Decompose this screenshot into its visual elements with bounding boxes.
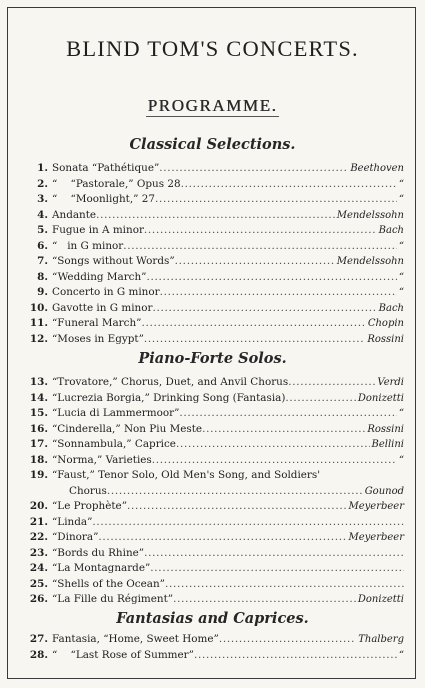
item-number: 27. [29,633,48,645]
item-number: 7. [37,255,48,267]
item-title: “Linda” [52,515,93,528]
item-title: Sonata “Pathétique” [52,162,160,174]
item-title: “Wedding March” [52,270,147,283]
item-composer: “ [398,194,404,205]
item-title: “Lucia di Lammermoor” [52,407,180,419]
item-number: 12. [29,332,48,345]
item-title: “La Montagnarde” [52,562,151,574]
item-composer: “ [398,271,404,283]
item-title: “Songs without Words” [52,255,175,267]
program-item [24,485,404,501]
item-title: “La Fille du Régiment” [52,593,174,605]
program-item [24,209,404,225]
item-number: 22. [29,531,48,543]
item-composer: “ [398,649,404,661]
dot-leader [96,209,335,221]
item-number: 13. [29,376,48,388]
item-number: 5. [37,224,48,236]
item-title: “Cinderella,” Non Piu Meste [52,422,203,435]
dot-leader [159,162,348,174]
program-item [24,593,404,609]
item-number: 26. [29,593,48,605]
item-composer: Verdi [377,377,404,388]
item-number: 10. [29,301,48,314]
program-item [24,392,404,408]
dot-leader [123,240,397,252]
program-item [24,516,404,532]
item-title: “Trovatore,” Chorus, Duet, and Anvil Chorus [52,376,289,388]
item-number: 24. [29,562,48,574]
program-item [24,317,404,333]
program-item [24,578,404,594]
item-number: 19. [29,469,48,481]
item-composer: “ [398,408,404,419]
item-title: “Lucrezia Borgia,” Drinking Song (Fantasia) [52,391,286,404]
dot-leader [181,178,397,190]
item-title: “Bords du Rhine” [52,546,145,559]
item-title: Chorus [69,484,107,497]
dot-leader [155,193,397,205]
item-composer: “ [398,454,404,466]
item-title: “Norma,” Varieties [52,453,152,466]
dot-leader [144,547,404,559]
dot-leader [179,407,396,419]
item-number: 25. [29,577,48,590]
item-composer: Thalberg [358,634,404,645]
item-title: “Dinora” [52,531,99,543]
dot-leader [144,224,377,236]
item-title: “Sonnambula,” Caprice [52,438,176,450]
dot-leader [150,562,404,574]
programme-heading [0,96,425,116]
dot-leader [144,333,365,345]
dot-leader [194,649,397,661]
dot-leader [107,485,363,497]
item-number: 11. [29,317,48,329]
item-number: 15. [29,407,48,419]
program-item [24,469,404,485]
item-composer: Mendelssohn [336,209,404,221]
program-item [24,649,404,665]
item-composer: “ [398,287,404,298]
program-item [24,255,404,271]
program-item [24,423,404,439]
dot-leader [288,376,375,388]
program-item [24,500,404,516]
dot-leader [92,516,404,528]
program-item [24,162,404,178]
item-number: 4. [37,208,48,221]
item-number: 2. [37,177,48,190]
programme-heading-text: PROGRAMME. [147,96,278,115]
dot-leader [146,271,396,283]
item-number: 6. [37,239,48,252]
dot-leader [160,286,397,298]
dot-leader [173,593,356,605]
item-number: 16. [29,422,48,435]
item-number: 23. [29,546,48,559]
item-composer: Bach [378,302,404,314]
item-title: “Moses in Egypt” [52,332,144,345]
dot-leader [127,500,346,512]
program-item [24,178,404,194]
section-heading-classical: Classical Selections. [129,136,296,153]
item-composer: Donizetti [357,392,404,404]
item-title: Gavotte in G minor [52,301,153,314]
fantasias-list [24,633,404,664]
concert-title: BLIND TOM'S CONCERTS. [66,36,359,61]
piano-list [24,376,404,609]
item-composer: Meyerbeer [348,532,404,543]
item-title: Fugue in A minor [52,224,144,236]
classical-list [24,162,404,348]
dot-leader [165,578,404,590]
program-item [24,454,404,470]
item-title: “ “Pastorale,” Opus 28 [52,177,181,190]
item-number: 17. [29,438,48,450]
item-number: 20. [29,500,48,512]
program-item [24,193,404,209]
program-item [24,376,404,392]
program-item [24,633,404,649]
section-heading-fantasias: Fantasias and Caprices. [116,610,309,627]
item-composer: Meyerbeer [348,501,404,512]
item-composer: “ [398,240,404,252]
program-item [24,302,404,318]
program-item [24,562,404,578]
item-number: 3. [37,193,48,205]
item-composer: Rossini [367,423,404,435]
dot-leader [176,438,370,450]
dot-leader [219,633,356,645]
item-title: Concerto in G minor [52,286,160,298]
item-number: 9. [37,286,48,298]
program-item [24,224,404,240]
item-number: 8. [37,270,48,283]
item-number: 1. [37,162,48,174]
item-composer: Donizetti [357,594,404,605]
item-composer: Bellini [371,439,404,450]
item-title: “ in G minor [52,239,124,252]
program-item [24,271,404,287]
item-number: 21. [29,515,48,528]
item-composer: Mendelssohn [336,256,404,267]
dot-leader [175,255,335,267]
item-title: “Shells of the Ocean” [52,577,165,590]
dot-leader [285,392,355,404]
dot-leader [152,454,397,466]
item-number: 14. [29,391,48,404]
item-composer: Chopin [367,318,404,329]
dot-leader [152,302,376,314]
program-item [24,438,404,454]
item-title: “ “Last Rose of Summer” [52,648,194,661]
item-number: 18. [29,453,48,466]
program-item [24,240,404,256]
program-item [24,407,404,423]
item-title: Fantasia, “Home, Sweet Home” [52,633,219,645]
item-composer: Rossini [367,333,404,345]
dot-leader [98,531,346,543]
program-item [24,286,404,302]
item-composer: Beethoven [350,163,404,174]
dot-leader [202,423,365,435]
item-title: “Faust,” Tenor Solo, Old Men's Song, and Soldiers' [52,469,321,481]
section-heading-piano: Piano-Forte Solos. [138,350,287,367]
item-title: Andante [52,208,97,221]
item-composer: Bach [378,225,404,236]
item-number: 28. [29,648,48,661]
program-item [24,547,404,563]
program-item [24,333,404,349]
item-title: “Le Prophète” [52,500,128,512]
program-item [24,531,404,547]
item-title: “Funeral March” [52,317,142,329]
item-composer: “ [398,178,404,190]
dot-leader [141,317,365,329]
item-title: “ “Moonlight,” 27 [52,193,155,205]
item-composer: Gounod [364,485,404,497]
